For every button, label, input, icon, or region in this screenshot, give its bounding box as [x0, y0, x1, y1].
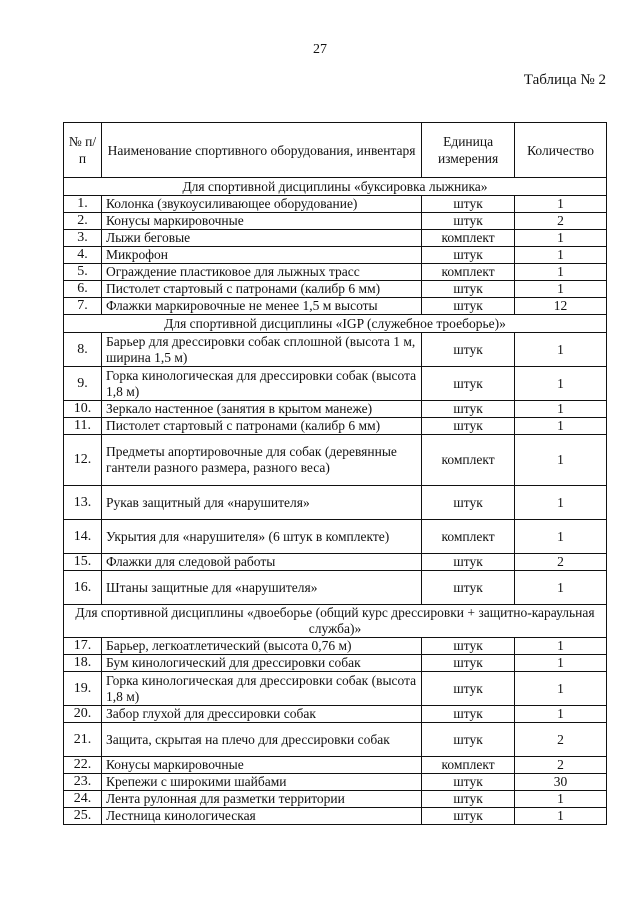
- table-row: [64, 774, 607, 791]
- table-row: [64, 264, 607, 281]
- row-number: 6.: [64, 281, 102, 298]
- item-name: Флажки для следовой работы: [101, 554, 421, 571]
- row-number: 15.: [64, 554, 102, 571]
- item-unit: штук: [422, 774, 515, 791]
- item-unit: комплект: [422, 230, 515, 247]
- item-quantity: 2: [515, 723, 607, 757]
- item-unit: штук: [422, 571, 515, 605]
- table-row: [64, 196, 607, 213]
- item-quantity: 1: [515, 655, 607, 672]
- table-row: [64, 213, 607, 230]
- item-quantity: 1: [515, 281, 607, 298]
- item-unit: штук: [422, 554, 515, 571]
- table-row: [64, 520, 607, 554]
- item-quantity: 1: [515, 230, 607, 247]
- row-number: 10.: [64, 401, 102, 418]
- table-row: [64, 672, 607, 706]
- row-number: 8.: [64, 333, 102, 367]
- item-unit: комплект: [422, 435, 515, 486]
- row-number: 5.: [64, 264, 102, 281]
- item-unit: штук: [422, 298, 515, 315]
- item-name: Барьер для дрессировки собак сплошной (высота 1 м, ширина 1,5 м): [101, 333, 421, 367]
- item-name: Крепежи с широкими шайбами: [101, 774, 421, 791]
- item-name: Защита, скрытая на плечо для дрессировки собак: [101, 723, 421, 757]
- section-title: Для спортивной дисциплины «буксировка лыжника»: [64, 178, 607, 196]
- item-quantity: 1: [515, 435, 607, 486]
- item-name: Микрофон: [101, 247, 421, 264]
- item-quantity: 1: [515, 638, 607, 655]
- item-unit: штук: [422, 638, 515, 655]
- row-number: 12.: [64, 435, 102, 486]
- item-name: Зеркало настенное (занятия в крытом манеже): [101, 401, 421, 418]
- item-quantity: 1: [515, 401, 607, 418]
- table-caption: Таблица № 2: [523, 72, 606, 88]
- header-qty: Количество: [515, 123, 607, 178]
- table-row: [64, 571, 607, 605]
- row-number: 17.: [64, 638, 102, 655]
- item-quantity: 1: [515, 264, 607, 281]
- row-number: 11.: [64, 418, 102, 435]
- item-unit: штук: [422, 655, 515, 672]
- item-quantity: 2: [515, 554, 607, 571]
- item-quantity: 1: [515, 333, 607, 367]
- item-name: Предметы апортировочные для собак (деревянные гантели разного размера, разного веса): [101, 435, 421, 486]
- item-name: Забор глухой для дрессировки собак: [101, 706, 421, 723]
- header-name: Наименование спортивного оборудования, инвентаря: [101, 123, 421, 178]
- row-number: 7.: [64, 298, 102, 315]
- row-number: 21.: [64, 723, 102, 757]
- item-name: Горка кинологическая для дрессировки собак (высота 1,8 м): [101, 672, 421, 706]
- table-row: [64, 367, 607, 401]
- section-row: [64, 605, 607, 638]
- item-name: Горка кинологическая для дрессировки собак (высота 1,8 м): [101, 367, 421, 401]
- table-row: [64, 230, 607, 247]
- item-name: Флажки маркировочные не менее 1,5 м высоты: [101, 298, 421, 315]
- item-quantity: 1: [515, 791, 607, 808]
- item-unit: штук: [422, 418, 515, 435]
- item-unit: штук: [422, 706, 515, 723]
- item-unit: штук: [422, 486, 515, 520]
- item-quantity: 1: [515, 520, 607, 554]
- item-name: Конусы маркировочные: [101, 757, 421, 774]
- table-row: [64, 655, 607, 672]
- table-row: [64, 486, 607, 520]
- section-title: Для спортивной дисциплины «IGP (служебное троеборье)»: [64, 315, 607, 333]
- item-unit: штук: [422, 281, 515, 298]
- item-unit: комплект: [422, 520, 515, 554]
- table-row: [64, 757, 607, 774]
- item-unit: штук: [422, 333, 515, 367]
- item-quantity: 1: [515, 247, 607, 264]
- row-number: 1.: [64, 196, 102, 213]
- table-row: [64, 723, 607, 757]
- row-number: 23.: [64, 774, 102, 791]
- item-name: Бум кинологический для дрессировки собак: [101, 655, 421, 672]
- item-quantity: 2: [515, 757, 607, 774]
- table-row: [64, 298, 607, 315]
- item-unit: комплект: [422, 264, 515, 281]
- item-unit: штук: [422, 401, 515, 418]
- table-row: [64, 791, 607, 808]
- item-name: Барьер, легкоатлетический (высота 0,76 м): [101, 638, 421, 655]
- table-row: [64, 554, 607, 571]
- page-number: 27: [313, 42, 327, 57]
- item-unit: штук: [422, 791, 515, 808]
- item-name: Конусы маркировочные: [101, 213, 421, 230]
- row-number: 19.: [64, 672, 102, 706]
- item-unit: комплект: [422, 757, 515, 774]
- row-number: 24.: [64, 791, 102, 808]
- item-name: Пистолет стартовый с патронами (калибр 6 мм): [101, 418, 421, 435]
- row-number: 18.: [64, 655, 102, 672]
- table-row: [64, 401, 607, 418]
- table-row: [64, 435, 607, 486]
- item-unit: штук: [422, 367, 515, 401]
- item-unit: штук: [422, 723, 515, 757]
- table-row: [64, 281, 607, 298]
- table-body: [64, 178, 607, 825]
- table-row: [64, 247, 607, 264]
- item-name: Укрытия для «нарушителя» (6 штук в комплекте): [101, 520, 421, 554]
- item-name: Лестница кинологическая: [101, 808, 421, 825]
- table-header: [64, 123, 607, 178]
- item-unit: штук: [422, 808, 515, 825]
- item-quantity: 1: [515, 486, 607, 520]
- item-quantity: 1: [515, 672, 607, 706]
- item-quantity: 1: [515, 196, 607, 213]
- item-unit: штук: [422, 213, 515, 230]
- item-name: Ограждение пластиковое для лыжных трасс: [101, 264, 421, 281]
- item-quantity: 1: [515, 571, 607, 605]
- item-name: Штаны защитные для «нарушителя»: [101, 571, 421, 605]
- section-row: [64, 178, 607, 196]
- table-row: [64, 418, 607, 435]
- row-number: 20.: [64, 706, 102, 723]
- item-unit: штук: [422, 247, 515, 264]
- item-name: Лента рулонная для разметки территории: [101, 791, 421, 808]
- row-number: 14.: [64, 520, 102, 554]
- row-number: 9.: [64, 367, 102, 401]
- item-name: Колонка (звукоусиливающее оборудование): [101, 196, 421, 213]
- equipment-table: [63, 122, 607, 825]
- item-quantity: 2: [515, 213, 607, 230]
- item-quantity: 12: [515, 298, 607, 315]
- row-number: 3.: [64, 230, 102, 247]
- table-row: [64, 638, 607, 655]
- section-title: Для спортивной дисциплины «двоеборье (общий курс дрессировки + защитно-караульная служба)»: [64, 605, 607, 638]
- item-name: Рукав защитный для «нарушителя»: [101, 486, 421, 520]
- row-number: 16.: [64, 571, 102, 605]
- header-unit: Единица измерения: [422, 123, 515, 178]
- item-quantity: 1: [515, 418, 607, 435]
- table-row: [64, 808, 607, 825]
- row-number: 22.: [64, 757, 102, 774]
- header-num: № п/п: [64, 123, 102, 178]
- row-number: 2.: [64, 213, 102, 230]
- row-number: 4.: [64, 247, 102, 264]
- item-unit: штук: [422, 672, 515, 706]
- row-number: 25.: [64, 808, 102, 825]
- item-quantity: 1: [515, 808, 607, 825]
- item-quantity: 1: [515, 367, 607, 401]
- item-name: Пистолет стартовый с патронами (калибр 6 мм): [101, 281, 421, 298]
- item-unit: штук: [422, 196, 515, 213]
- section-row: [64, 315, 607, 333]
- table-row: [64, 333, 607, 367]
- table-row: [64, 706, 607, 723]
- item-quantity: 1: [515, 706, 607, 723]
- item-quantity: 30: [515, 774, 607, 791]
- row-number: 13.: [64, 486, 102, 520]
- item-name: Лыжи беговые: [101, 230, 421, 247]
